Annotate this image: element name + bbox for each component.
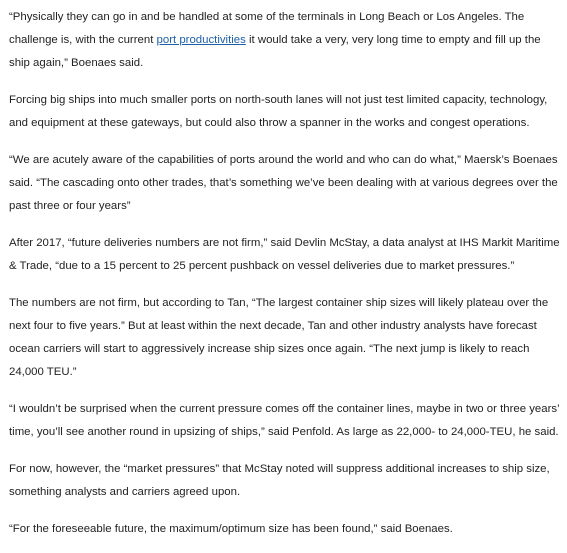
paragraph-1 [9,6,561,75]
paragraph-2: Forcing big ships into much smaller ports on north-south lanes will not just test limited capacity, technology, and equipment at these gateways, but could also throw a spanner in the works and congest operations. [9,94,548,129]
paragraph-5: The numbers are not firm, but according to Tan, “The largest container ship sizes will likely plateau over the next four to five years.” But at least within the next decade, Tan and other industry analysts have forecast ocean carriers will start to aggressively increase ship sizes once again. “The next jump is likely to reach 24,000 TEU.” [9,297,549,378]
paragraph-1-text-end: it would take a very, very long time to empty and fill up the ship again,” Boenaes said. [9,34,541,69]
port-productivities-link[interactable]: port productivities [156,34,246,46]
paragraph-1-text-start: “Physically they can go in and be handled at some of the terminals in Long Beach or Los Angeles. The challenge is, with the current [9,11,525,46]
paragraph-4: After 2017, “future deliveries numbers are not firm,” said Devlin McStay, a data analyst at IHS Markit Maritime & Trade, “due to a 15 percent to 25 percent pushback on vessel deliveries due to market pressures.” [9,237,560,272]
paragraph-3: “We are acutely aware of the capabilities of ports around the world and who can do what,” Maersk’s Boenaes said. “The cascading onto other trades, that’s something we’ve been dealing with at various degrees over the past three or four years” [9,154,558,212]
paragraph-8: “For the foreseeable future, the maximum/optimum size has been found,” said Boenaes. [9,523,453,535]
paragraph-7: For now, however, the “market pressures” that McStay noted will suppress additional increases to ship size, something analysts and carriers agreed upon. [9,463,550,498]
paragraph-6: “I wouldn’t be surprised when the current pressure comes off the container lines, maybe in two or three years’ time, you’ll see another round in upsizing of ships,” said Penfold. As large as 22,000- to 24,000-TEU, he said. [9,403,560,438]
article-body [9,6,561,553]
